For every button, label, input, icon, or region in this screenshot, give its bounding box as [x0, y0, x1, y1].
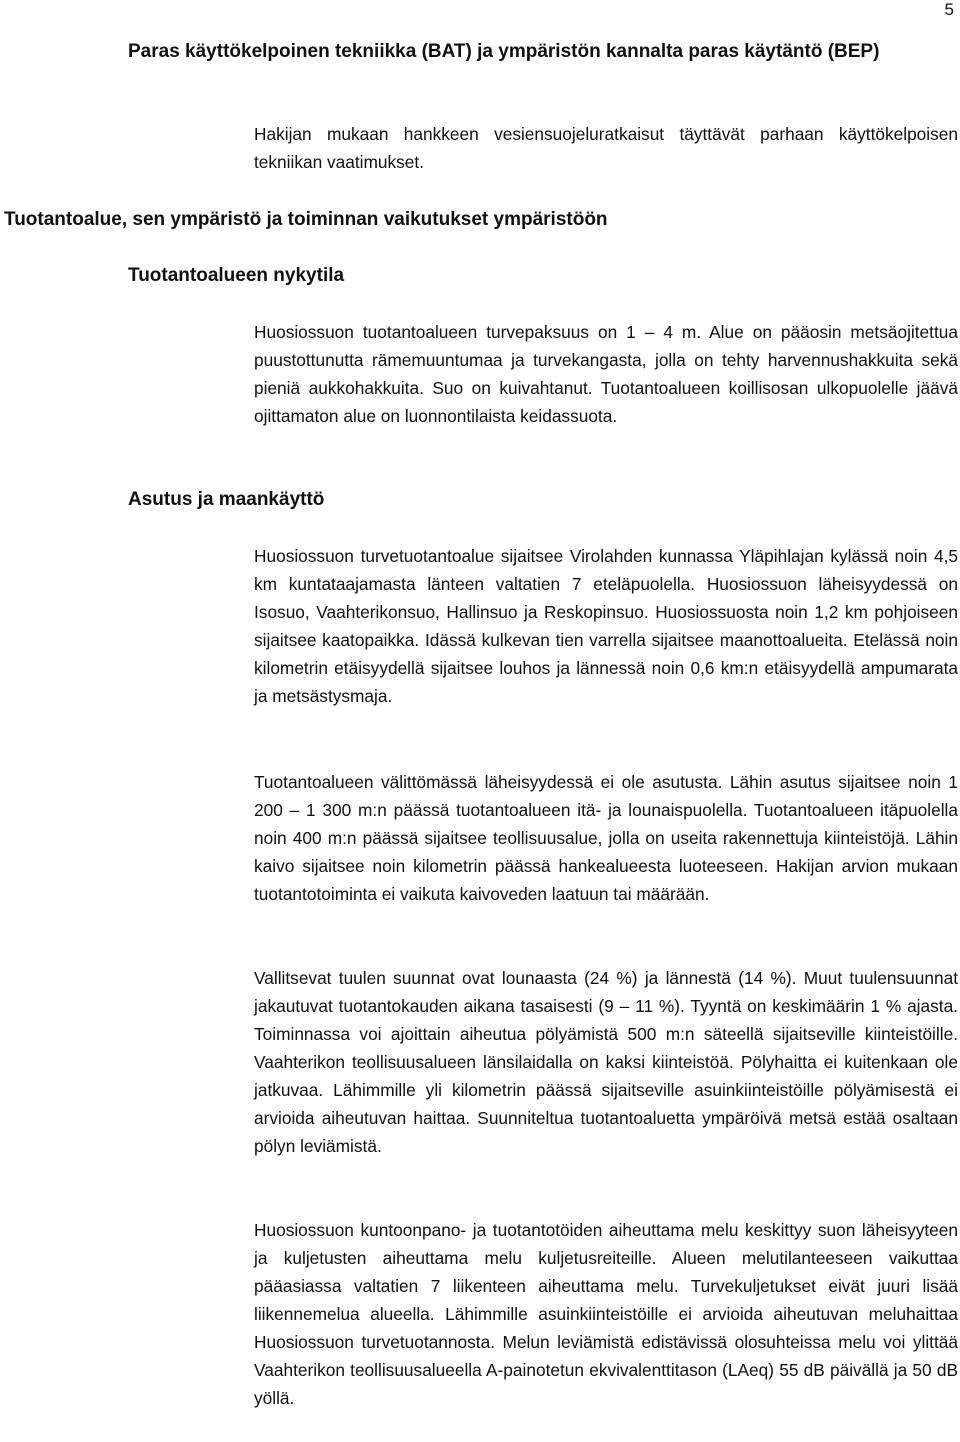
land-use-paragraph-wind-dust: Vallitsevat tuulen suunnat ovat lounaasta (24 %) ja lännestä (14 %). Muut tuulensuunnat jakautuvat tuotantokauden aikana tasaisesti (9 – 11 %). Tyyntä on keskimäärin 1 % ajasta. Toiminnassa voi ajoittain aiheutua pölyämistä 500 m:n säteellä sijaitseville kiinteistöille. Vaahterikon teollisuusalueen länsilaidalla on kaksi kiinteistöä. Pölyhaitta ei kuitenkaan ole jatkuvaa. Lähimmille yli kilometrin päässä sijaitseville asuinkiinteistöille pölyämisestä ei arvioida aiheutuvan haittaa. Suunniteltua tuotantoaluetta ympäröivä metsä estää osaltaan pölyn leviämistä. — [254, 968, 958, 1156]
main-section-heading: Tuotantoalue, sen ympäristö ja toiminnan vaikutukset ympäristöön — [4, 209, 608, 230]
subsection-heading-land-use: Asutus ja maankäyttö — [128, 489, 325, 510]
bat-paragraph: Hakijan mukaan hankkeen vesiensuojeluratkaisut täyttävät parhaan käyttökelpoisen tekniikan vaatimukset. — [254, 124, 958, 172]
section-heading-bat: Paras käyttökelpoinen tekniikka (BAT) ja ympäristön kannalta paras käytäntö (BEP) — [128, 41, 880, 62]
land-use-paragraph-noise: Huosiossuon kuntoonpano- ja tuotantotöiden aiheuttama melu keskittyy suon läheisyyteen ja kuljetusten aiheuttama melu kuljetusreiteille. Alueen melutilanteeseen vaikuttaa pääasiassa valtatien 7 liikenteen aiheuttama melu. Turvekuljetukset eivät juuri lisää liikennemelua alueella. Lähimmille asuinkiinteistöille ei arvioida aiheutuvan meluhaittaa Huosiossuon turvetuotannosta. Melun leviämistä edistävissä olosuhteissa melu voi ylittää Vaahterikon teollisuusalueella A-painotetun ekvivalenttitason (LAeq) 55 dB päivällä ja 50 dB yöllä. — [254, 1220, 958, 1408]
subsection-heading-current-state: Tuotantoalueen nykytila — [128, 265, 345, 286]
land-use-paragraph-location: Huosiossuon turvetuotantoalue sijaitsee Virolahden kunnassa Yläpihlajan kylässä noin 4,5 km kuntataajamasta länteen valtatien 7 eteläpuolella. Huosiossuon läheisyydessä on Isosuo, Vaahterikonsuo, Hallinsuo ja Reskopinsuo. Huosiossuosta noin 1,2 km pohjoiseen sijaitsee kaatopaikka. Idässä kulkevan tien varrella sijaitsee maanottoalueita. Etelässä noin kilometrin etäisyydellä sijaitsee louhos ja lännessä noin 0,6 km:n etäisyydellä ampumarata ja metsästysmaja. — [254, 546, 958, 706]
land-use-paragraph-settlement: Tuotantoalueen välittömässä läheisyydessä ei ole asutusta. Lähin asutus sijaitsee noin 1 200 – 1 300 m:n päässä tuotantoalueen itä- ja lounaispuolella. Tuotantoalueen itäpuolella noin 400 m:n päässä sijaitsee teollisuusalue, jolla on useita rakennettuja kiinteistöjä. Lähin kaivo sijaitsee noin kilometrin päässä hankealueesta luoteeseen. Hakijan arvion mukaan tuotantotoiminta ei vaikuta kaivoveden laatuun tai määrään. — [254, 772, 958, 904]
page-number: 5 — [944, 0, 954, 19]
current-state-paragraph: Huosiossuon tuotantoalueen turvepaksuus on 1 – 4 m. Alue on pääosin metsäojitettua puustottunutta rämemuuntumaa ja turvekangasta, jolla on tehty harvennushakkuita sekä pieniä aukkohakkuita. Suo on kuivahtanut. Tuotantoalueen koillisosan ulkopuolelle jäävä ojittamaton alue on luonnontilaista keidassuota. — [254, 322, 958, 426]
